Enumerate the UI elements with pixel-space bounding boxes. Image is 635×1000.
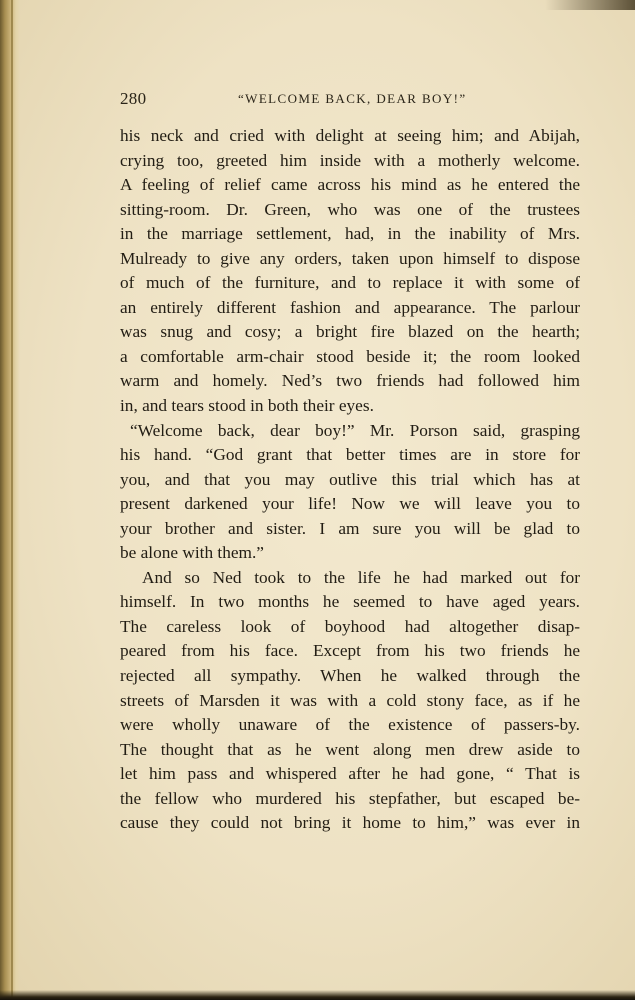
text-line: his hand. “God grant that better times are in store for [120, 445, 580, 465]
text-line: were wholly unaware of the existence of passers-by. [120, 715, 580, 735]
text-line: in the marriage settlement, had, in the inability of Mrs. [120, 224, 580, 244]
text-line: in, and tears stood in both their eyes. [120, 396, 374, 416]
text-line: present darkened your life! Now we will leave you to [120, 494, 580, 514]
text-line: a comfortable arm-chair stood beside it; the room looked [120, 346, 580, 366]
text-line: warm and homely. Ned’s two friends had followed him [120, 371, 580, 391]
page-header [120, 89, 580, 111]
text-line: was snug and cosy; a bright fire blazed on the hearth; [120, 322, 580, 342]
bottom-page-edge [0, 990, 635, 1000]
text-line: The careless look of boyhood had altogether disap- [120, 616, 580, 636]
text-line: cause they could not bring it home to him,” was ever in [120, 813, 580, 833]
text-line: himself. In two months he seemed to have aged years. [120, 592, 580, 612]
corner-shadow [545, 0, 635, 10]
text-line: streets of Marsden it was with a cold stony face, as if he [120, 690, 580, 710]
binding-edge [0, 0, 20, 1000]
running-head: “WELCOME BACK, DEAR BOY!” [238, 91, 467, 106]
text-line: A feeling of relief came across his mind as he entered the [120, 175, 580, 195]
body-text [120, 124, 580, 836]
text-line: his neck and cried with delight at seeing him; and Abijah, [120, 126, 580, 145]
text-line: crying too, greeted him inside with a motherly welcome. [120, 150, 580, 170]
text-line: And so Ned took to the life he had marked out for [142, 567, 580, 587]
page-number: 280 [120, 89, 147, 108]
text-line: The thought that as he went along men drew aside to [120, 739, 580, 759]
text-line: of much of the furniture, and to replace it with some of [120, 273, 580, 293]
text-line: you, and that you may outlive this trial which has at [120, 469, 580, 489]
text-line: an entirely different fashion and appearance. The parlour [120, 297, 580, 317]
text-line: “Welcome back, dear boy!” Mr. Porson said, grasping [130, 420, 580, 440]
text-line: sitting-room. Dr. Green, who was one of the trustees [120, 199, 580, 219]
text-line: peared from his face. Except from his two friends he [120, 641, 580, 661]
binding-line [11, 0, 13, 1000]
text-line: let him pass and whispered after he had gone, “ That is [120, 764, 580, 784]
text-line: be alone with them.” [120, 543, 264, 563]
text-line: the fellow who murdered his stepfather, but escaped be- [120, 788, 580, 808]
text-line: your brother and sister. I am sure you will be glad to [120, 518, 580, 538]
text-line: rejected all sympathy. When he walked through the [120, 666, 580, 686]
text-line: Mulready to give any orders, taken upon himself to dispose [120, 248, 580, 268]
